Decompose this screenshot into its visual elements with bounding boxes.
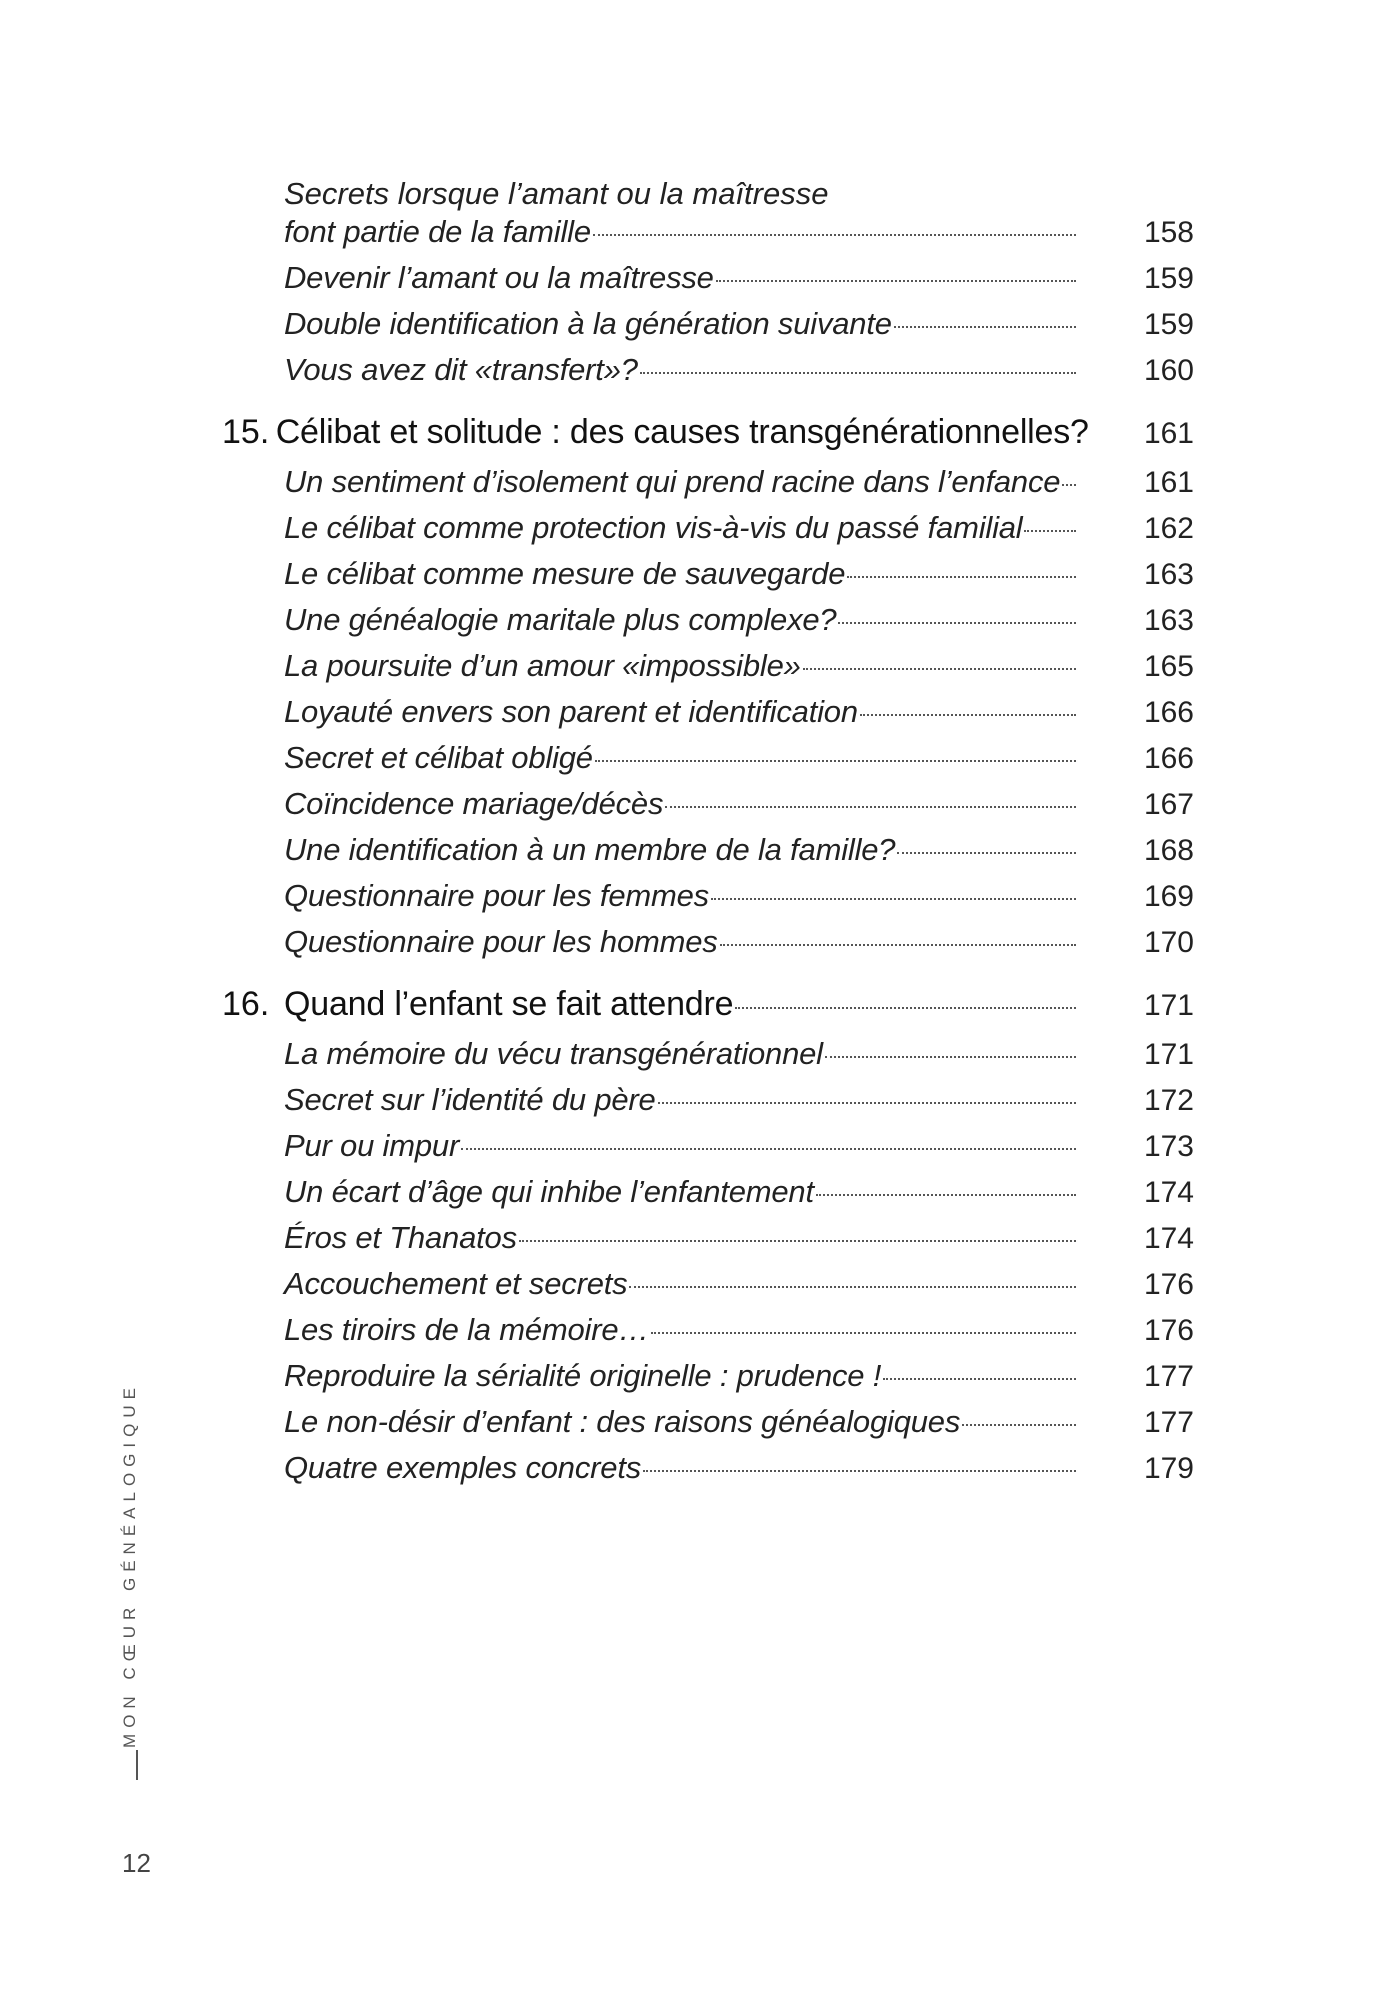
toc-entry	[284, 602, 1194, 639]
toc-entry-title: font partie de la famille	[284, 214, 591, 249]
toc-entry	[284, 464, 1194, 501]
toc-entry-title: Pur ou impur	[284, 1128, 460, 1163]
toc-entry	[284, 648, 1194, 685]
toc-entry-page: 169	[1143, 880, 1194, 913]
dot-leader	[735, 1007, 1076, 1009]
chapter-number: 15.	[222, 413, 270, 451]
toc-entry	[284, 1220, 1194, 1257]
toc-entry-title: Coïncidence mariage/décès	[284, 786, 664, 821]
dot-leader	[665, 806, 1076, 808]
dot-leader	[897, 852, 1076, 854]
dot-leader	[711, 898, 1076, 900]
toc-entry-title: Les tiroirs de la mémoire…	[284, 1312, 650, 1347]
running-head-text: MON CŒUR GÉNÉALOGIQUE	[120, 1382, 140, 1748]
dot-leader	[816, 1194, 1076, 1196]
dot-leader	[461, 1148, 1076, 1150]
dot-leader	[720, 944, 1076, 946]
toc-entry	[284, 1036, 1194, 1073]
dot-leader	[595, 760, 1076, 762]
toc-entry-title: La mémoire du vécu transgénérationnel	[284, 1036, 823, 1071]
toc-entry	[284, 694, 1194, 731]
toc-entry	[284, 1082, 1194, 1119]
dot-leader	[962, 1424, 1076, 1426]
toc-entry	[284, 556, 1194, 593]
toc-entry-title: Secret sur l’identité du père	[284, 1082, 656, 1117]
toc-entry-page: 177	[1143, 1360, 1194, 1393]
toc-entry	[284, 832, 1194, 869]
page-number: 12	[122, 1848, 151, 1878]
toc-entry-title: Quatre exemples concrets	[284, 1450, 642, 1485]
dot-leader	[894, 326, 1076, 328]
dot-leader	[643, 1470, 1076, 1472]
toc-entry-title: Secret et célibat obligé	[284, 740, 593, 775]
running-head	[110, 1382, 150, 1748]
running-head-rule	[136, 1750, 138, 1780]
toc-entry-title: Questionnaire pour les hommes	[284, 924, 718, 959]
toc-entry	[284, 510, 1194, 547]
toc-entry	[284, 878, 1194, 915]
toc-entry-page: 171	[1143, 1038, 1194, 1071]
dot-leader	[629, 1286, 1076, 1288]
dot-leader	[860, 714, 1076, 716]
dot-leader	[640, 372, 1076, 374]
dot-leader	[1062, 484, 1076, 486]
toc-entry-page: 173	[1143, 1130, 1194, 1163]
toc-entry-title-line1: Secrets lorsque l’amant ou la maîtresse	[284, 176, 829, 211]
toc-entry-page: 177	[1143, 1406, 1194, 1439]
toc-entry-page: 161	[1143, 417, 1194, 450]
toc-entry-page: 172	[1143, 1084, 1194, 1117]
dot-leader	[519, 1240, 1076, 1242]
toc-entry-page: 159	[1143, 308, 1194, 341]
toc-entry	[284, 786, 1194, 823]
toc-entry-page: 159	[1143, 262, 1194, 295]
toc-entry-page: 163	[1143, 558, 1194, 591]
toc-entry-title: Une généalogie maritale plus complexe?	[284, 602, 837, 637]
toc-entry-title: Le célibat comme mesure de sauvegarde	[284, 556, 846, 591]
dot-leader	[825, 1056, 1076, 1058]
toc-entry	[284, 260, 1194, 297]
toc-entry-title: Le célibat comme protection vis-à-vis du passé familial	[284, 510, 1023, 545]
toc-chapter	[222, 414, 1194, 452]
dot-leader	[658, 1102, 1076, 1104]
chapter-number: 16.	[222, 985, 270, 1023]
dot-leader	[593, 234, 1076, 236]
toc-entry-title: Le non-désir d’enfant : des raisons généalogiques	[284, 1404, 961, 1439]
toc-entry	[284, 352, 1194, 389]
toc-entry	[284, 1450, 1194, 1487]
toc-entry-title: Double identification à la génération suivante	[284, 306, 892, 341]
toc-entry-page: 162	[1143, 512, 1194, 545]
toc-entry-page: 176	[1143, 1314, 1194, 1347]
toc-entry	[284, 740, 1194, 777]
toc-entry-page: 166	[1143, 696, 1194, 729]
chapter-title: Célibat et solitude : des causes transgénérationnelles?	[275, 413, 1089, 451]
toc-entry-title: Un écart d’âge qui inhibe l’enfantement	[284, 1174, 814, 1209]
toc-entry-title: Questionnaire pour les femmes	[284, 878, 709, 913]
dot-leader	[651, 1332, 1076, 1334]
toc-entry-page: 176	[1143, 1268, 1194, 1301]
toc-entry	[284, 1404, 1194, 1441]
toc-entry-title: Une identification à un membre de la famille?	[284, 832, 896, 867]
dot-leader	[1024, 530, 1076, 532]
toc-entry	[284, 1174, 1194, 1211]
toc-entry-title: Devenir l’amant ou la maîtresse	[284, 260, 714, 295]
toc-entry-title: Reproduire la sérialité originelle : prudence !	[284, 1358, 882, 1393]
toc-entry	[284, 924, 1194, 961]
toc-entry-page: 161	[1143, 466, 1194, 499]
toc-entry	[284, 1266, 1194, 1303]
toc-entry-page: 165	[1143, 650, 1194, 683]
toc-entry	[284, 1128, 1194, 1165]
dot-leader	[847, 576, 1076, 578]
toc-entry-page: 167	[1143, 788, 1194, 821]
chapter-title: Quand l’enfant se fait attendre	[284, 985, 734, 1023]
toc-chapter	[222, 986, 1194, 1024]
dot-leader	[803, 668, 1076, 670]
toc-entry-page: 174	[1143, 1222, 1194, 1255]
toc-entry	[284, 214, 1194, 251]
toc-entry-title: Accouchement et secrets	[284, 1266, 628, 1301]
toc-entry	[284, 1312, 1194, 1349]
toc-entry-page: 168	[1143, 834, 1194, 867]
dot-leader	[716, 280, 1076, 282]
toc-entry	[284, 306, 1194, 343]
toc-entry-title: Un sentiment d’isolement qui prend racine dans l’enfance	[284, 464, 1061, 499]
toc-entry-page: 158	[1143, 216, 1194, 249]
dot-leader	[883, 1378, 1076, 1380]
toc-entry-page: 160	[1143, 354, 1194, 387]
toc-entry-page: 171	[1143, 989, 1194, 1022]
toc-entry-page: 166	[1143, 742, 1194, 775]
toc-entry-title: Éros et Thanatos	[284, 1220, 517, 1255]
toc-entry-page: 174	[1143, 1176, 1194, 1209]
toc-entry-title: Loyauté envers son parent et identification	[284, 694, 858, 729]
toc-entry-page: 170	[1143, 926, 1194, 959]
toc-entry-title: La poursuite d’un amour «impossible»	[284, 648, 801, 683]
toc-entry-title: Vous avez dit «transfert»?	[284, 352, 638, 387]
toc-entry	[284, 1358, 1194, 1395]
toc-entry-page: 179	[1143, 1452, 1194, 1485]
toc-entry-page: 163	[1143, 604, 1194, 637]
dot-leader	[838, 622, 1076, 624]
